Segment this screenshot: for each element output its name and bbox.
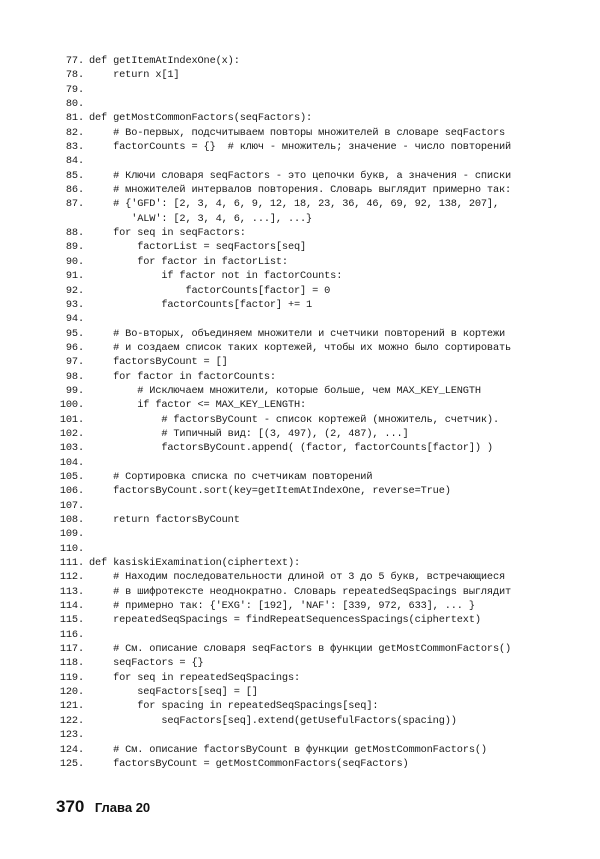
code-text: # Ключи словаря seqFactors - это цепочки букв, а значения - списки (89, 169, 512, 182)
line-number: 80. (65, 98, 84, 111)
line-number: 110. (59, 542, 84, 555)
code-line (56, 513, 596, 527)
code-line (56, 398, 596, 412)
code-line (56, 269, 596, 283)
code-line (56, 370, 596, 384)
code-line (56, 671, 596, 685)
code-line (56, 68, 596, 82)
code-line (56, 613, 596, 627)
line-number: 84. (65, 155, 84, 168)
code-text: factorsByCount.append( (factor, factorCounts[factor]) ) (89, 442, 493, 455)
line-number: 101. (59, 413, 84, 426)
code-line (56, 628, 596, 642)
code-text: return x[1] (89, 69, 180, 82)
code-line (56, 441, 596, 455)
line-number: 98. (65, 370, 84, 383)
code-line (56, 585, 596, 599)
line-number: 86. (65, 184, 84, 197)
line-number: 97. (65, 356, 84, 369)
code-text: for spacing in repeatedSeqSpacings[seq]: (89, 700, 379, 713)
line-number: 96. (65, 341, 84, 354)
line-number: 106. (59, 485, 84, 498)
code-text: seqFactors = {} (89, 657, 204, 670)
line-number: 104. (59, 456, 84, 469)
line-number: 90. (65, 255, 84, 268)
code-text: # примерно так: {'EXG': [192], 'NAF': [339, 972, 633], ... } (89, 600, 475, 613)
chapter-label: Глава 20 (94, 800, 151, 815)
code-line (56, 97, 596, 111)
line-number: 118. (59, 657, 84, 670)
code-line (56, 685, 596, 699)
code-line (56, 54, 596, 68)
code-line (56, 599, 596, 613)
code-text: for seq in seqFactors: (89, 227, 246, 240)
line-number: 82. (65, 126, 84, 139)
code-text: factorCounts = {} # ключ - множитель; значение - число повторений (89, 141, 512, 154)
line-number: 125. (59, 757, 84, 770)
line-number: 103. (59, 442, 84, 455)
code-text: factorCounts[factor] = 0 (89, 284, 331, 297)
code-line (56, 699, 596, 713)
code-line (56, 126, 596, 140)
code-line (56, 570, 596, 584)
code-line (56, 714, 596, 728)
line-number: 119. (59, 671, 84, 684)
code-text: for factor in factorCounts: (89, 370, 276, 383)
code-line (56, 413, 596, 427)
line-number: 79. (65, 83, 84, 96)
code-text: factorsByCount.sort(key=getItemAtIndexOne, reverse=True) (89, 485, 451, 498)
line-number: 120. (59, 686, 84, 699)
line-number: 95. (65, 327, 84, 340)
line-number: 93. (65, 298, 84, 311)
code-text: for seq in repeatedSeqSpacings: (89, 671, 301, 684)
code-text: if factor <= MAX_KEY_LENGTH: (89, 399, 307, 412)
code-text: if factor not in factorCounts: (89, 270, 343, 283)
code-text: for factor in factorList: (89, 255, 288, 268)
line-number: 83. (65, 141, 84, 154)
line-number: 121. (59, 700, 84, 713)
line-number: 112. (59, 571, 84, 584)
code-line (56, 226, 596, 240)
code-text: # Во-первых, подсчитываем повторы множителей в словаре seqFactors (89, 126, 506, 139)
code-line (56, 642, 596, 656)
code-text: factorsByCount = [] (89, 356, 228, 369)
code-line (56, 83, 596, 97)
code-line (56, 111, 596, 125)
code-line (56, 169, 596, 183)
code-text: seqFactors[seq].extend(getUsefulFactors(spacing)) (89, 714, 457, 727)
code-text: # Находим последовательности длиной от 3 до 5 букв, встречающиеся (89, 571, 506, 584)
line-number: 94. (65, 313, 84, 326)
code-line (56, 183, 596, 197)
code-line (56, 284, 596, 298)
code-line (56, 484, 596, 498)
line-number: 115. (59, 614, 84, 627)
code-line (56, 527, 596, 541)
line-number: 91. (65, 270, 84, 283)
line-number: 102. (59, 427, 84, 440)
code-text: # Типичный вид: [(3, 497), (2, 487), ...] (89, 427, 409, 440)
code-text: def getMostCommonFactors(seqFactors): (89, 112, 313, 125)
code-line (56, 255, 596, 269)
code-listing (56, 54, 596, 771)
code-text: # и создаем список таких кортежей, чтобы их можно было сортировать (89, 341, 512, 354)
line-number: 114. (59, 600, 84, 613)
code-text: # Сортировка списка по счетчикам повторений (89, 470, 373, 483)
line-number: 81. (65, 112, 84, 125)
code-text: return factorsByCount (89, 514, 240, 526)
code-text: # factorsByCount - список кортежей (множитель, счетчик). (89, 413, 499, 426)
line-number: 99. (65, 384, 84, 397)
code-line (56, 212, 596, 226)
line-number: 123. (59, 729, 84, 742)
line-number: 78. (65, 69, 84, 82)
code-line (56, 197, 596, 211)
line-number: 92. (65, 284, 84, 297)
code-text: factorsByCount = getMostCommonFactors(seqFactors) (89, 757, 409, 770)
code-text: repeatedSeqSpacings = findRepeatSequencesSpacings(ciphertext) (89, 614, 481, 627)
code-line (56, 312, 596, 326)
code-line (56, 499, 596, 513)
code-line (56, 757, 596, 771)
line-number: 89. (65, 241, 84, 254)
line-number: 87. (65, 198, 84, 211)
code-line (56, 728, 596, 742)
code-line (56, 456, 596, 470)
line-number: 109. (59, 528, 84, 541)
line-number: 122. (59, 714, 84, 727)
code-line (56, 154, 596, 168)
code-line (56, 341, 596, 355)
code-text: # множителей интервалов повторения. Словарь выглядит примерно так: (89, 184, 512, 197)
code-line (56, 743, 596, 757)
code-line (56, 384, 596, 398)
line-number: 124. (59, 743, 84, 756)
line-number: 113. (59, 585, 84, 598)
code-line (56, 542, 596, 556)
code-line (56, 470, 596, 484)
code-line (56, 355, 596, 369)
code-line (56, 327, 596, 341)
code-text: # {'GFD': [2, 3, 4, 6, 9, 12, 18, 23, 36, 46, 69, 92, 138, 207], (89, 198, 499, 211)
page-number: 370 (56, 797, 85, 816)
line-number: 116. (59, 628, 84, 641)
line-number: 111. (59, 557, 84, 570)
line-number: 88. (65, 227, 84, 240)
line-number: 117. (59, 643, 84, 656)
code-text: # Исключаем множители, которые больше, чем MAX_KEY_LENGTH (89, 384, 481, 397)
code-text: def getItemAtIndexOne(x): (89, 55, 240, 67)
code-line (56, 556, 596, 570)
line-number: 100. (59, 399, 84, 412)
code-line (56, 656, 596, 670)
code-text: factorList = seqFactors[seq] (89, 241, 307, 254)
code-text: 'ALW': [2, 3, 4, 6, ...], ...} (89, 212, 313, 225)
line-number: 108. (59, 514, 84, 526)
line-number: 105. (59, 470, 84, 483)
page-footer (56, 797, 150, 817)
code-text: def kasiskiExamination(ciphertext): (89, 557, 301, 570)
line-number: 85. (65, 169, 84, 182)
code-text: factorCounts[factor] += 1 (89, 298, 313, 311)
code-line (56, 240, 596, 254)
code-text: # См. описание словаря seqFactors в функции getMostCommonFactors() (89, 643, 512, 656)
code-text: # в шифротексте неоднократно. Словарь repeatedSeqSpacings выглядит (89, 585, 512, 598)
code-text: seqFactors[seq] = [] (89, 686, 258, 699)
line-number: 107. (59, 499, 84, 512)
code-line (56, 298, 596, 312)
code-text: # См. описание factorsByCount в функции getMostCommonFactors() (89, 743, 487, 756)
code-line (56, 140, 596, 154)
code-text: # Во-вторых, объединяем множители и счетчики повторений в кортежи (89, 327, 506, 340)
code-line (56, 427, 596, 441)
line-number: 77. (65, 55, 84, 67)
